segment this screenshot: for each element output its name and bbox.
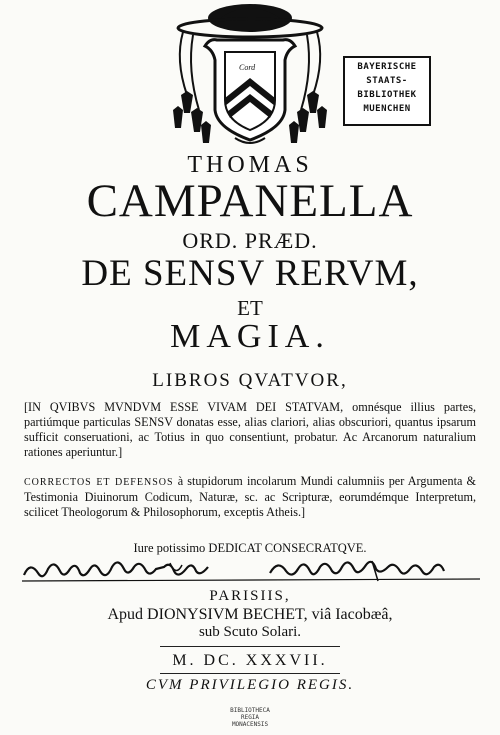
defense-paragraph — [24, 474, 476, 520]
bottom-stamp-line: REGIA — [240, 714, 260, 721]
coat-of-arms-image — [165, 0, 335, 150]
description-paragraph: [IN QVIBVS MVNDVM ESSE VIVAM DEI STATVAM, omnésque illius partes, partiúmque particulas SENSV donatas esse, alias clariori, alias obscuriori, quantus ipsarum sufficit conseruationi, ac Totius in quo consentiunt, probatur. Ac Arcanorum naturalium rationes aperiuntur.] — [24, 400, 476, 459]
divider-middle — [160, 673, 340, 674]
defense-text: à stupidorum incolarum Mundi calumniis per Argumenta & Testimonia Diuinorum Codicum, Naturæ, sc. ac Scripturæ, eorumdémque Interpretum, scilicet Theologorum & Philosophorum, exceptis Atheis.] — [24, 474, 476, 519]
author-first-name: THOMAS — [187, 152, 313, 178]
title-line-1: DE SENSV RERVM, — [81, 253, 419, 294]
royal-privilege: CVM PRIVILEGIO REGIS. — [145, 677, 355, 693]
divider-top — [160, 646, 340, 647]
library-stamp — [343, 56, 431, 126]
publication-date: M. DC. XXXVII. — [172, 652, 328, 669]
handwritten-signature-image — [20, 555, 482, 587]
books-count: LIBROS QVATVOR, — [152, 370, 348, 391]
author-last-name: CAMPANELLA — [86, 175, 414, 227]
religious-order: ORD. PRÆD. — [182, 228, 318, 253]
library-stamp-line: BAYERISCHE — [357, 62, 417, 72]
title-conjunction: ET — [237, 296, 263, 320]
bottom-stamp-line: BIBLIOTHECA — [230, 707, 270, 714]
dedication-line: Iure potissimo DEDICAT CONSECRATQVE. — [133, 541, 367, 555]
defense-lead: CORRECTOS ET DEFENSOS — [24, 477, 174, 488]
publication-city: PARISIIS, — [209, 588, 291, 604]
publisher-sign: sub Scuto Solari. — [198, 624, 302, 640]
bottom-stamp-line: MONACENSIS — [231, 721, 269, 728]
crest-motto: Cord — [239, 63, 256, 72]
title-line-2: MAGIA. — [170, 318, 330, 355]
library-stamp-line: BIBLIOTHEK — [357, 90, 417, 100]
library-stamp-line: STAATS- — [366, 76, 408, 86]
publisher-line: Apud DIONYSIVM BECHET, viâ Iacobæâ, — [107, 606, 393, 623]
bottom-library-stamp — [205, 707, 295, 727]
library-stamp-line: MUENCHEN — [363, 104, 411, 114]
